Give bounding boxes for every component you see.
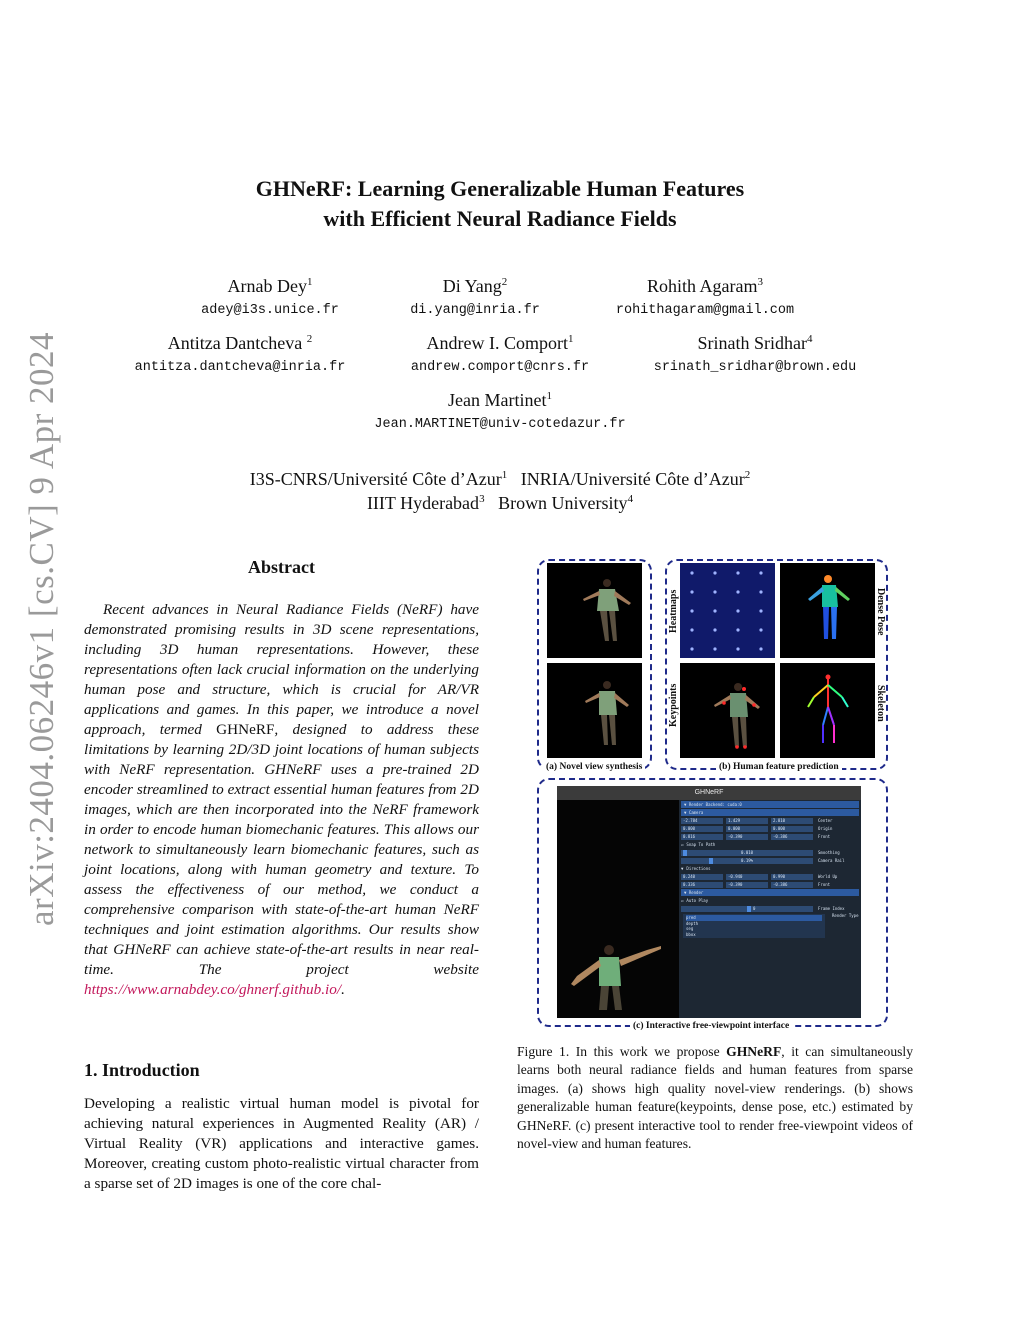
figure-label-c: (c) Interactive free-viewpoint interface [630,1020,792,1032]
author-name: Arnab Dey [227,276,307,296]
heatmap-dot [736,609,739,612]
gui-title: GHNeRF [557,786,861,800]
heatmap-dot [759,628,762,631]
heatmap-dot [690,609,693,612]
novel-view-render [547,663,642,758]
figure-caption: Figure 1. In this work we propose GHNeRF, it can simultaneously learns both neural radiance fields and human features from sparse images. (a) shows high quality novel-view renderings. (b) shows generalizable human feature(keypoints, dense pose, etc.) estimated by GHNeRF. (c) present interactive tool to render free-viewpoint videos of novel-view and human features. [517,1044,913,1152]
gui-smoothing-slider[interactable]: 0.010 Smoothing [681,849,859,856]
gui-render-type: pred depth seg bbox Render Type [681,913,859,939]
arxiv-identifier: arXiv:2404.06246v1 [cs.CV] 9 Apr 2024 [22,331,61,926]
author-block: Arnab Dey$^1$ adey@i3s.unice.fr [160,271,380,321]
section-heading-introduction: 1. Introduction [84,1060,200,1080]
heatmap-dot [713,647,716,650]
keypoints-image [680,663,775,758]
gui-direction-row: 0.240 -0.940 0.990 World Up [683,873,838,879]
author-name: Srinath Sridhar [697,333,807,353]
heatmap-dot [759,590,762,593]
author-name: Di Yang [442,276,502,296]
author-block: Andrew I. Comport$^1$ andrew.comport@cnrs.fr [380,328,620,378]
author-block: Antitza Dantcheva $^2$ antitza.dantcheva@inria.fr [110,328,370,378]
gui-viewport [557,800,679,1018]
gui-camera-rail-slider[interactable]: 0.19% Camera Rail [681,857,859,864]
side-label-keypoints: Keypoints [668,683,679,727]
side-label-skeleton: Skeleton [875,685,886,722]
side-label-dense-pose: Dense Pose [875,588,886,636]
gui-render-backend[interactable]: ▼ Render Backend: cuda:0 [681,801,859,808]
author-block: Di Yang$^2$ di.yang@inria.fr [370,271,580,321]
heatmap-dot [759,647,762,650]
figure-label-b: (b) Human feature prediction [716,761,842,773]
side-label-heatmaps: Heatmaps [668,589,679,633]
author-block: Srinath Sridhar$^4$ srinath_sridhar@brown.edu [630,328,880,378]
affiliations-line-2: IIIT Hyderabad$^3$ Brown University$^4$ [366,493,634,513]
novel-view-render [547,563,642,658]
affiliations-line-1: I3S-CNRS/Université Côte d’Azur$^1$ INRIA/Université Côte d’Azur$^2$ [249,469,751,489]
gui-frame-index-slider[interactable]: 0 Frame Index [681,905,859,912]
author-block: Jean Martinet$^1$ Jean.MARTINET@univ-cotedazur.fr [340,385,660,435]
heatmaps-image [680,563,775,658]
gui-camera-row: 0.816 -0.390 -0.386 Front [683,833,831,839]
introduction-text: Developing a realistic virtual human model is pivotal for achieving natural experiences in Augmented Reality (AR) / Virtual Reality (VR) applications and interactive games. Moreover, creating custom photo-realistic virtual character from a sparse set of 2D images is one of the core chal- [84,1095,479,1192]
gui-render-section[interactable]: ▼ Render [681,889,859,896]
paper-title [120,174,880,234]
gui-render-type-list[interactable]: pred depth seg bbox [683,914,825,938]
author-email: antitza.dantcheva@inria.fr [134,360,346,375]
heatmap-dot [690,647,693,650]
author-name: Andrew I. Comport [426,333,568,353]
gui-control-panel [679,800,861,1018]
method-name: GHNeRF [216,721,275,738]
gui-camera-row: 0.000 0.000 0.000 Origin [683,825,833,831]
figure-label-a: (a) Novel view synthesis [543,761,645,773]
gui-direction-row: 0.336 -0.390 -0.386 Front [683,881,831,887]
gui-directions-section[interactable]: ▼ Directions [681,866,711,871]
heatmap-dot [690,571,693,574]
heatmap-dot [736,628,739,631]
author-email: srinath_sridhar@brown.edu [653,360,857,375]
heatmap-dot [690,628,693,631]
author-email: andrew.comport@cnrs.fr [410,360,590,375]
caption-method-name: GHNeRF [726,1044,782,1059]
heatmap-dot [713,609,716,612]
author-name: Antitza Dantcheva [167,333,303,353]
author-name: Jean Martinet [448,390,547,410]
author-email: rohithagaram@gmail.com [615,303,795,318]
heatmap-dot [690,590,693,593]
author-block: Rohith Agaram$^3$ rohithagaram@gmail.com [590,271,820,321]
author-email: adey@i3s.unice.fr [201,303,339,318]
skeleton-image [780,663,875,758]
heatmap-dot [736,647,739,650]
heatmap-dot [713,590,716,593]
heatmap-dot [736,571,739,574]
interactive-gui-screenshot [557,786,861,1018]
abstract-heading: Abstract [248,557,315,577]
heatmap-dot [759,609,762,612]
gui-snap-checkbox[interactable]: ☑ Snap To Path [681,842,716,847]
gui-camera-row: -2.784 1.429 2.810 Center [683,817,833,823]
title-line-1: GHNeRF: Learning Generalizable Human Features [255,176,745,201]
dense-pose-image [780,563,875,658]
author-email: di.yang@inria.fr [410,303,540,318]
project-website-link[interactable]: https://www.arnabdey.co/ghnerf.github.io/ [84,981,342,998]
heatmap-dot [713,571,716,574]
gui-camera-section[interactable]: ▼ Camera [681,809,859,816]
heatmap-dot [713,628,716,631]
author-email: Jean.MARTINET@univ-cotedazur.fr [374,417,626,432]
author-name: Rohith Agaram [647,276,758,296]
gui-autoplay-checkbox[interactable]: ☑ Auto Play [681,898,709,903]
title-line-2: with Efficient Neural Radiance Fields [323,206,677,231]
abstract-text: Recent advances in Neural Radiance Fields (NeRF) have demonstrated promising results in 3D scene representations, including 3D human representations. However, these representations often lack crucial information on the underlying human pose and structure, which is crucial for AR/VR applications and games. In this paper, we introduce a novel approach, termed GHNeRF, designed to address these limitations by learning 2D/3D joint locations of human subjects with NeRF representation. GHNeRF uses a pre-trained 2D encoder streamlined to extract essential human features from 2D images, which are then incorporated into the NeRF framework in order to encode human biomechanic features. This allows our network to simultaneously learn biomechanic features, such as joint locations, along with human geometry and texture. To assess the effectiveness of our method, we conduct a comprehensive comparison with state-of-the-art human NeRF techniques and joint estimation algorithms. Our results show that GHNeRF can achieve state-of-the-art results in near real-time. The project website https://www.arnabdey.co/ghnerf.github.io/. [84,601,479,998]
heatmap-dot [736,590,739,593]
heatmap-dot [759,571,762,574]
